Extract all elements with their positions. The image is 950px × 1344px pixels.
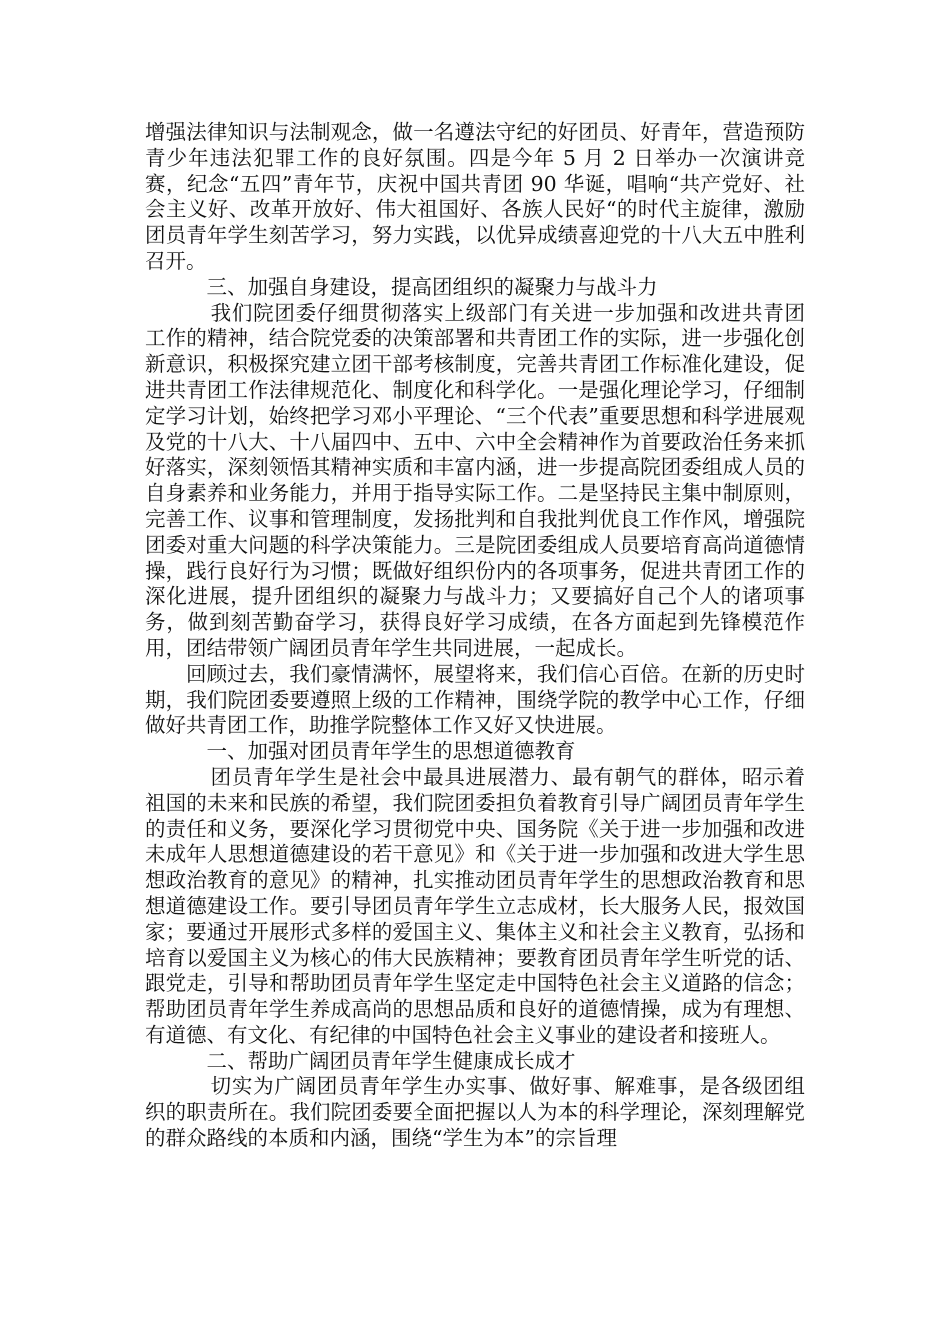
document-page	[145, 120, 805, 1152]
section-heading-healthy-growth: 二、帮助广阔团员青年学生健康成长成才	[206, 1048, 576, 1073]
paragraph-outlook: 回顾过去，我们豪情满怀，展望将来，我们信心百倍。在新的历史时期，我们院团委要遵照上级的工作精神，围绕学院的教学中心工作，仔细做好共青团工作，助推学院整体工作又好又快进展。	[145, 661, 805, 738]
section-heading-self-building: 三、加强自身建设，提高团组织的凝聚力与战斗力	[206, 274, 658, 299]
paragraph-legal-education: 增强法律知识与法制观念，做一名遵法守纪的好团员、好青年，营造预防青少年违法犯罪工作的良好氛围。四是今年 5 月 2 日举办一次演讲竞赛，纪念“五四”青年节，庆祝中国共青团 90 华诞，唱响“共产党好、社会主义好、改革开放好、伟大祖国好、各族人民好“的时代主旋律，激励团员青年学生刻苦学习，努力实践，以优异成绩喜迎党的十八大五中胜利召开。	[145, 120, 805, 273]
paragraph-self-building: 我们院团委仔细贯彻落实上级部门有关进一步加强和改进共青团工作的精神，结合院党委的决策部署和共青团工作的实际，进一步强化创新意识，积极探究建立团干部考核制度，完善共青团工作标准化建设，促进共青团工作法律规范化、制度化和科学化。一是强化理论学习，仔细制定学习计划，始终把学习邓小平理论、“三个代表”重要思想和科学进展观及党的十八大、十八届四中、五中、六中全会精神作为首要政治任务来抓好落实，深刻领悟其精神实质和丰富内涵，进一步提高院团委组成人员的自身素养和业务能力，并用于指导实际工作。二是坚持民主集中制原则，完善工作、议事和管理制度，发扬批判和自我批判优良工作作风，增强院团委对重大问题的科学决策能力。三是院团委组成人员要培育高尚道德情操，践行良好行为习惯；既做好组织份内的各项事务，促进共青团工作的深化进展，提升团组织的凝聚力与战斗力；又要搞好自己个人的诸项事务，做到刻苦勤奋学习，获得良好学习成绩，在各方面起到先锋模范作用，团结带领广阔团员青年学生共同进展，一起成长。	[145, 300, 805, 660]
paragraph-moral-education: 团员青年学生是社会中最具进展潜力、最有朝气的群体，昭示着祖国的未来和民族的希望，我们院团委担负着教育引导广阔团员青年学生的责任和义务，要深化学习贯彻党中央、国务院《关于进一步加强和改进未成年人思想道德建设的若干意见》和《关于进一步加强和改进大学生思想政治教育的意见》的精神，扎实推动团员青年学生的思想政治教育和思想道德建设工作。要引导团员青年学生立志成材，长大服务人民，报效国家；要通过开展形式多样的爱国主义、集体主义和社会主义教育，弘扬和培育以爱国主义为核心的伟大民族精神；要教育团员青年学生听党的话、跟党走，引导和帮助团员青年学生坚定走中国特色社会主义道路的信念；帮助团员青年学生养成高尚的思想品质和良好的道德情操，成为有理想、有道德、有文化、有纪律的中国特色社会主义事业的建设者和接班人。	[145, 764, 805, 1047]
section-heading-moral-education: 一、加强对团员青年学生的思想道德教育	[206, 739, 576, 764]
paragraph-healthy-growth: 切实为广阔团员青年学生办实事、做好事、解难事，是各级团组织的职责所在。我们院团委要全面把握以人为本的科学理论，深刻理解党的群众路线的本质和内涵，围绕“学生为本”的宗旨理	[145, 1074, 805, 1151]
